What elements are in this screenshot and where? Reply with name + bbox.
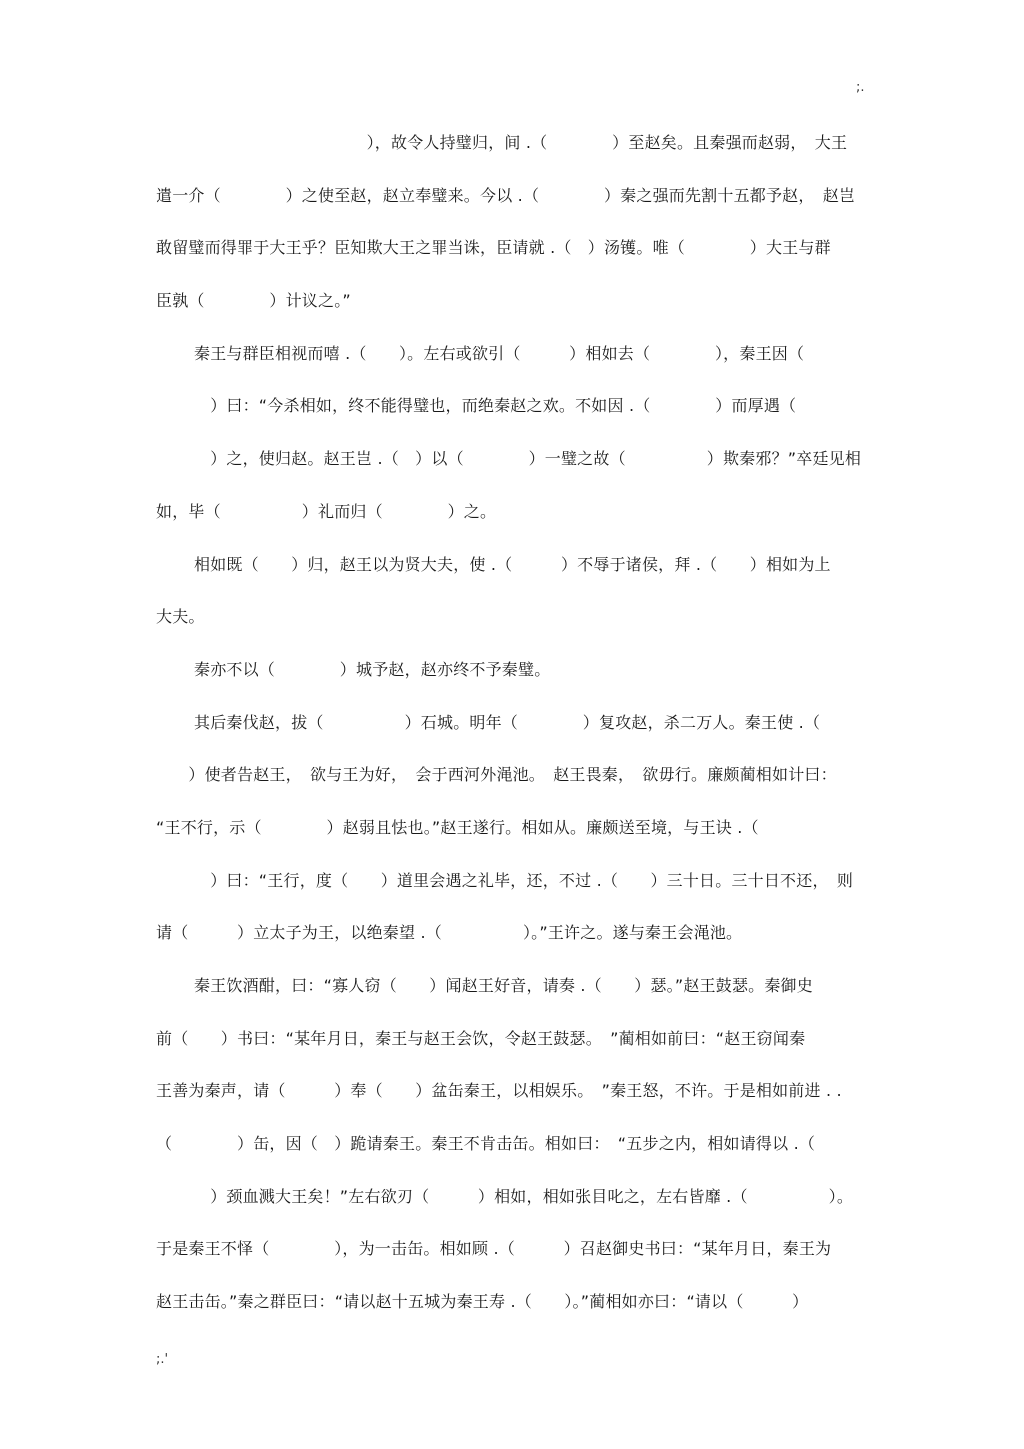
text-line: ）使者告赵王， 欲与王为好， 会于西河外渑池。 赵王畏秦， 欲毋行。廉颇蔺相如计曰： bbox=[156, 765, 837, 785]
text-line: 请（ ）立太子为王，以绝秦望 .（ ）。”王许之。遂与秦王会渑池。 bbox=[156, 923, 743, 943]
text-line: 于是秦王不怿（ ），为一击缶。相如顾 .（ ）召赵御史书曰：“某年月日，秦王为 bbox=[156, 1239, 832, 1259]
text-line: 秦王与群臣相视而嘻 .（ ）。左右或欲引（ ）相如去（ ），秦王因（ bbox=[194, 343, 805, 363]
text-line: 其后秦伐赵，拔（ ）石城。明年（ ）复攻赵，杀二万人。秦王使 .（ bbox=[194, 712, 821, 732]
text-line: 如，毕（ ）礼而归（ ）之。 bbox=[156, 501, 497, 521]
text-line: “王不行，示（ ）赵弱且怯也。”赵王遂行。相如从。廉颇送至境，与王诀 .（ bbox=[156, 817, 759, 837]
text-line: 臣孰（ ）计议之。” bbox=[156, 291, 351, 311]
text-line: 遣一介（ ）之使至赵，赵立奉璧来。今以 .（ ）秦之强而先割十五都予赵， 赵岂 bbox=[156, 185, 856, 205]
text-line: ）曰：“今杀相如，终不能得璧也，而绝秦赵之欢。不如因 .（ ）而厚遇（ bbox=[194, 396, 797, 416]
text-line: 秦亦不以（ ）城予赵，赵亦终不予秦璧。 bbox=[194, 659, 551, 679]
text-line: （ ）缶，因（ ）跪请秦王。秦王不肯击缶。相如曰： “五步之内，相如请得以 .（ bbox=[156, 1134, 816, 1154]
text-line: 相如既（ ）归，赵王以为贤大夫，使 .（ ）不辱于诸侯，拜 .（ ）相如为上 bbox=[194, 554, 831, 574]
text-line: 王善为秦声，请（ ）奉（ ）盆缶秦王，以相娱乐。 ”秦王怒，不许。于是相如前进 . . bbox=[156, 1081, 842, 1101]
footer-mark: ;.' bbox=[156, 1352, 169, 1367]
text-line: ）之，使归赵。赵王岂 .（ ）以（ ）一璧之故（ ）欺秦邪？”卒廷见相 bbox=[194, 449, 862, 469]
text-line: 秦王饮酒酣，曰：“寡人窃（ ）闻赵王好音，请奏 .（ ）瑟。”赵王鼓瑟。秦御史 bbox=[194, 976, 813, 995]
text-line: ），故令人持璧归，间 .（ ）至赵矣。且秦强而赵弱， 大王 bbox=[156, 133, 848, 152]
document-body bbox=[156, 124, 872, 1336]
text-line: 前（ ）书曰：“某年月日，秦王与赵王会饮，令赵王鼓瑟。 ”蔺相如前曰：“赵王窃闻秦 bbox=[156, 1028, 806, 1048]
text-line: 敢留璧而得罪于大王乎？臣知欺大王之罪当诛，臣请就 .（ ）汤镬。唯（ ）大王与群 bbox=[156, 238, 831, 258]
text-line: 赵王击缶。”秦之群臣曰：“请以赵十五城为秦王寿 .（ ）。”蔺相如亦曰：“请以（ ） bbox=[156, 1292, 809, 1312]
text-line: ）曰：“王行，度（ ）道里会遇之礼毕，还，不过 .（ ）三十日。三十日不还， 则 bbox=[194, 870, 854, 890]
text-line: ）颈血溅大王矣！”左右欲刃（ ）相如，相如张目叱之，左右皆靡 .（ ）。 bbox=[194, 1186, 854, 1206]
text-line: 大夫。 bbox=[156, 607, 205, 627]
header-mark: ;. bbox=[856, 80, 865, 95]
